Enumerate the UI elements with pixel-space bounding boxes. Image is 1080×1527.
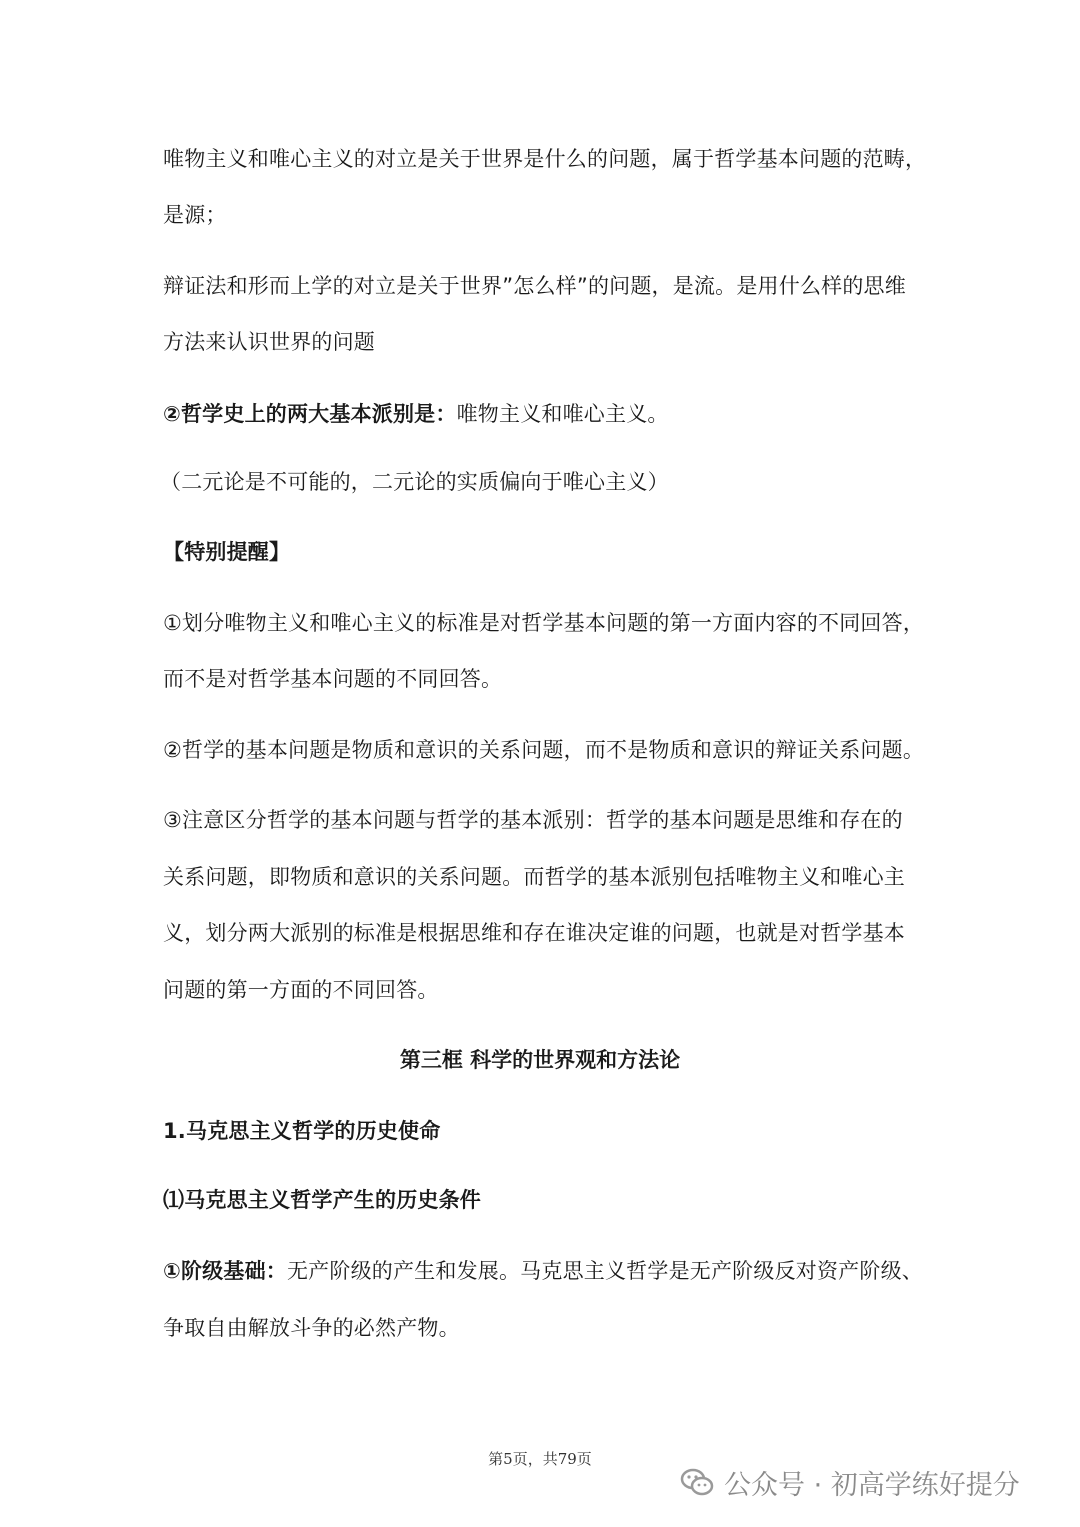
paragraph-line: 辩证法和形而上学的对立是关于世界”怎么样”的问题，是流。是用什么样的思维: [163, 274, 906, 298]
watermark-text: 公众号 · 初高学练好提分: [724, 1469, 1020, 1501]
line-text: 无产阶级的产生和发展。马克思主义哲学是无产阶级反对资产阶级、: [286, 1259, 923, 1283]
paragraph-line: ②哲学的基本问题是物质和意识的关系问题，而不是物质和意识的辩证关系问题。: [163, 738, 925, 762]
line-text: 唯物主义和唯心主义。: [456, 402, 669, 426]
bold-lead: ②哲学史上的两大基本派别是：: [163, 402, 457, 426]
paragraph-line: 义，划分两大派别的标准是根据思维和存在谁决定谁的问题，也就是对哲学基本: [163, 921, 905, 945]
subheading: 【特别提醒】: [163, 540, 291, 564]
wechat-icon: [680, 1465, 714, 1499]
paragraph-line: [163, 1256, 923, 1286]
bold-lead: ①阶级基础：: [163, 1259, 287, 1283]
paragraph-line: 唯物主义和唯心主义的对立是关于世界是什么的问题，属于哲学基本问题的范畴，: [163, 147, 927, 171]
paragraph-line: ①划分唯物主义和唯心主义的标准是对哲学基本问题的第一方面内容的不同回答，: [163, 611, 925, 635]
paragraph-line: 方法来认识世界的问题: [163, 330, 375, 354]
paragraph-line: [163, 399, 669, 429]
paragraph-line: ③注意区分哲学的基本问题与哲学的基本派别：哲学的基本问题是思维和存在的: [163, 808, 903, 832]
paragraph-line: 关系问题，即物质和意识的关系问题。而哲学的基本派别包括唯物主义和唯心主: [163, 865, 905, 889]
subheading: ⑴马克思主义哲学产生的历史条件: [163, 1188, 481, 1212]
paragraph-line: 而不是对哲学基本问题的不同回答。: [163, 667, 503, 691]
section-title: 第三框 科学的世界观和方法论: [399, 1048, 681, 1072]
paragraph-line: 问题的第一方面的不同回答。: [163, 978, 439, 1002]
paragraph-line: 争取自由解放斗争的必然产物。: [163, 1316, 460, 1340]
paragraph-line: （二元论是不可能的，二元论的实质偏向于唯心主义）: [160, 470, 669, 494]
paragraph-line: 是源；: [163, 203, 227, 227]
watermark: [680, 1462, 1020, 1502]
heading: 1.马克思主义哲学的历史使命: [163, 1119, 441, 1143]
page-number: 第5页，共79页: [488, 1450, 592, 1468]
